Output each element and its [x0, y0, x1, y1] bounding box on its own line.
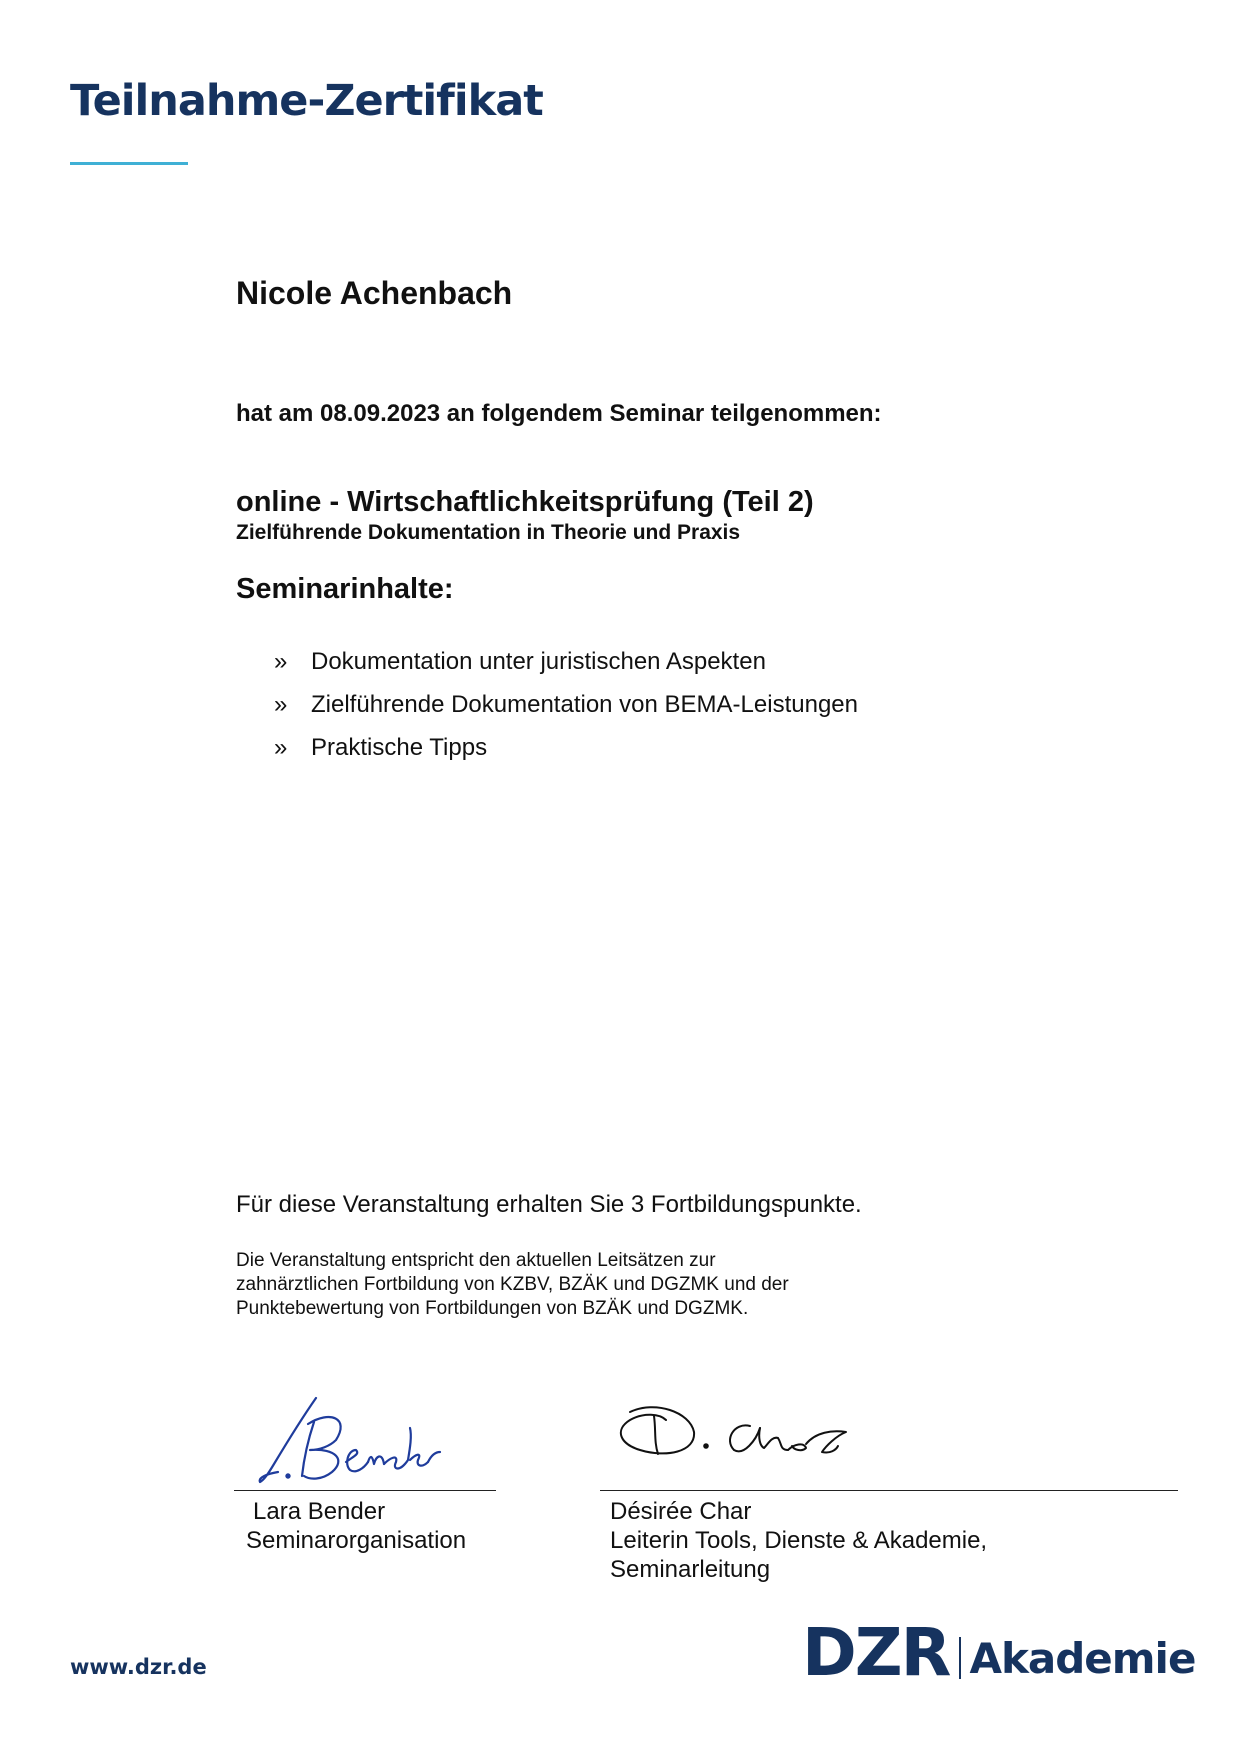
- signer-name: Lara Bender: [253, 1498, 386, 1525]
- signer-block: [610, 1497, 987, 1584]
- attendance-statement: hat am 08.09.2023 an folgendem Seminar teilgenommen:: [236, 400, 882, 427]
- list-item: [236, 691, 858, 734]
- seminar-subtitle: Zielführende Dokumentation in Theorie und Praxis: [236, 521, 741, 544]
- guidelines-line: Die Veranstaltung entspricht den aktuellen Leitsätzen zur: [236, 1250, 716, 1271]
- website-link[interactable]: www.dzr.de: [70, 1655, 207, 1679]
- signer-role: Seminarleitung: [610, 1556, 771, 1583]
- logo-divider: [959, 1637, 961, 1679]
- bullet-icon: »: [274, 691, 288, 718]
- title-underline: [70, 162, 188, 165]
- signature-desiree-char: [610, 1396, 850, 1476]
- dzr-akademie-logo: [802, 1614, 1196, 1691]
- list-item-text: Praktische Tipps: [311, 734, 488, 761]
- bullet-icon: »: [274, 734, 288, 761]
- training-points-statement: Für diese Veranstaltung erhalten Sie 3 Fortbildungspunkte.: [236, 1191, 862, 1218]
- list-item-text: Zielführende Dokumentation von BEMA-Leistungen: [311, 691, 858, 718]
- seminar-contents-list: [236, 648, 858, 777]
- logo-word: Akademie: [969, 1634, 1196, 1683]
- guidelines-line: zahnärztlichen Fortbildung von KZBV, BZÄK und DGZMK und der: [236, 1274, 789, 1295]
- guidelines-note: [236, 1249, 936, 1321]
- participant-name: Nicole Achenbach: [236, 275, 513, 311]
- list-item: [236, 648, 858, 691]
- list-item: [236, 734, 858, 777]
- seminar-contents-heading: Seminarinhalte:: [236, 573, 454, 605]
- signer-role: Seminarorganisation: [246, 1527, 467, 1554]
- signature-line: [600, 1490, 1178, 1491]
- signer-name: Désirée Char: [610, 1498, 752, 1525]
- bullet-icon: »: [274, 648, 288, 675]
- signature-lara-bender: [250, 1392, 450, 1487]
- certificate-title: Teilnahme-Zertifikat: [70, 76, 543, 126]
- signer-role: Leiterin Tools, Dienste & Akademie,: [610, 1527, 988, 1554]
- seminar-title: online - Wirtschaftlichkeitsprüfung (Teil 2): [236, 486, 814, 518]
- guidelines-line: Punktebewertung von Fortbildungen von BZÄK und DGZMK.: [236, 1298, 749, 1319]
- signature-line: [234, 1490, 496, 1491]
- list-item-text: Dokumentation unter juristischen Aspekten: [311, 648, 766, 675]
- logo-mark: DZR: [802, 1614, 950, 1691]
